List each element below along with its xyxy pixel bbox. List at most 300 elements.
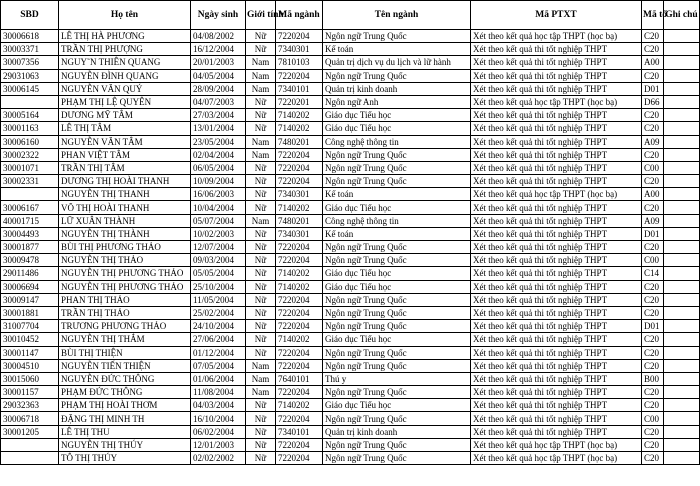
header-ma-nganh: Mã ngành [276, 1, 323, 30]
cell-ngay-sinh: 04/07/2003 [191, 95, 246, 108]
table-row [1, 254, 700, 267]
cell-ho-ten: NGUYỄN ĐỨC THÔNG [59, 372, 191, 385]
table-row [1, 122, 700, 135]
cell-ghi-chu [664, 359, 700, 372]
cell-ma-nganh: 7220204 [276, 254, 323, 267]
cell-ngay-sinh: 12/01/2003 [191, 438, 246, 451]
cell-ho-ten: DƯƠNG MỸ TÂM [59, 109, 191, 122]
cell-ho-ten: TRẦN THỊ TÂM [59, 161, 191, 174]
header-gioi-tinh: Giới tính [246, 1, 276, 30]
cell-ten-nganh: Kế toán [323, 227, 471, 240]
cell-ma-ptxt: Xét theo kết quả thi tốt nghiệp THPT [471, 254, 642, 267]
table-row [1, 161, 700, 174]
cell-ma-nganh: 7220204 [276, 293, 323, 306]
cell-ten-nganh: Ngôn ngữ Trung Quốc [323, 346, 471, 359]
cell-ma-nganh: 7220204 [276, 438, 323, 451]
cell-ma-nganh: 7220204 [276, 320, 323, 333]
cell-ngay-sinh: 13/01/2004 [191, 122, 246, 135]
table-row [1, 306, 700, 319]
cell-ma-to: C00 [642, 161, 664, 174]
cell-ma-nganh: 7220201 [276, 95, 323, 108]
cell-gioi-tinh: Nữ [246, 438, 276, 451]
cell-ma-nganh: 7220204 [276, 386, 323, 399]
cell-gioi-tinh: Nữ [246, 95, 276, 108]
cell-ma-to: D01 [642, 320, 664, 333]
cell-ma-nganh: 7220204 [276, 346, 323, 359]
table-row [1, 214, 700, 227]
cell-ngay-sinh: 02/02/2002 [191, 452, 246, 465]
header-ghi-chu: Ghi chú [664, 1, 700, 30]
cell-ho-ten: VÕ THỊ HOÀI THANH [59, 201, 191, 214]
cell-ngay-sinh: 25/02/2004 [191, 306, 246, 319]
cell-ho-ten: BÙI THỊ PHƯƠNG THẢO [59, 241, 191, 254]
cell-sbd: 30001877 [1, 241, 59, 254]
cell-ngay-sinh: 04/03/2004 [191, 399, 246, 412]
cell-ten-nganh: Thú y [323, 372, 471, 385]
cell-ten-nganh: Ngôn ngữ Trung Quốc [323, 359, 471, 372]
cell-sbd: 30015060 [1, 372, 59, 385]
table-row [1, 109, 700, 122]
cell-ma-ptxt: Xét theo kết quả thi tốt nghiệp THPT [471, 372, 642, 385]
cell-ma-ptxt: Xét theo kết quả thi tốt nghiệp THPT [471, 175, 642, 188]
cell-ma-nganh: 7340301 [276, 43, 323, 56]
cell-ho-ten: LÊ THỊ THU [59, 425, 191, 438]
cell-ma-to: C20 [642, 109, 664, 122]
cell-ma-to: C20 [642, 69, 664, 82]
cell-ten-nganh: Ngôn ngữ Trung Quốc [323, 30, 471, 43]
cell-ten-nganh: Kế toán [323, 188, 471, 201]
cell-ma-nganh: 7140202 [276, 280, 323, 293]
cell-ma-nganh: 7340101 [276, 82, 323, 95]
cell-ma-nganh: 7220204 [276, 306, 323, 319]
cell-ma-nganh: 7140202 [276, 333, 323, 346]
cell-ma-nganh: 7340101 [276, 425, 323, 438]
cell-ma-ptxt: Xét theo kết quả thi tốt nghiệp THPT [471, 320, 642, 333]
cell-ghi-chu [664, 438, 700, 451]
cell-ghi-chu [664, 82, 700, 95]
cell-ten-nganh: Quản trị kinh doanh [323, 425, 471, 438]
cell-ma-to: C20 [642, 306, 664, 319]
cell-ghi-chu [664, 148, 700, 161]
cell-ghi-chu [664, 95, 700, 108]
cell-ho-ten: BÙI THỊ THIỆN [59, 346, 191, 359]
cell-sbd: 30001071 [1, 161, 59, 174]
cell-ma-nganh: 7640101 [276, 372, 323, 385]
cell-ghi-chu [664, 175, 700, 188]
cell-ho-ten: NGUYỄN THỊ THẮM [59, 333, 191, 346]
cell-ghi-chu [664, 267, 700, 280]
cell-ho-ten: PHAN THỊ THẢO [59, 293, 191, 306]
cell-ngay-sinh: 11/08/2004 [191, 386, 246, 399]
cell-ho-ten: TRƯƠNG PHƯƠNG THẢO [59, 320, 191, 333]
cell-ngay-sinh: 04/08/2002 [191, 30, 246, 43]
cell-ghi-chu [664, 386, 700, 399]
cell-ghi-chu [664, 241, 700, 254]
cell-ngay-sinh: 06/05/2004 [191, 161, 246, 174]
table-row [1, 241, 700, 254]
table-row [1, 320, 700, 333]
cell-ho-ten: PHAN VIỆT TÂM [59, 148, 191, 161]
cell-ho-ten: NGUYỄN VĂN TÂM [59, 135, 191, 148]
cell-ma-nganh: 7480201 [276, 214, 323, 227]
cell-ma-to: C20 [642, 241, 664, 254]
cell-ma-ptxt: Xét theo kết quả thi tốt nghiệp THPT [471, 135, 642, 148]
cell-sbd [1, 452, 59, 465]
table-row [1, 135, 700, 148]
cell-ghi-chu [664, 333, 700, 346]
cell-sbd: 30007356 [1, 56, 59, 69]
cell-gioi-tinh: Nữ [246, 399, 276, 412]
cell-ten-nganh: Giáo dục Tiểu học [323, 333, 471, 346]
cell-sbd [1, 188, 59, 201]
cell-ma-ptxt: Xét theo kết quả thi tốt nghiệp THPT [471, 82, 642, 95]
cell-ma-ptxt: Xét theo kết quả thi tốt nghiệp THPT [471, 425, 642, 438]
cell-ma-ptxt: Xét theo kết quả học tập THPT (học bạ) [471, 452, 642, 465]
cell-ngay-sinh: 02/04/2004 [191, 148, 246, 161]
cell-ma-nganh: 7340301 [276, 188, 323, 201]
cell-ho-ten: NGUYỄN THỊ PHƯƠNG THẢO [59, 267, 191, 280]
header-ho-ten: Họ tên [59, 1, 191, 30]
cell-ngay-sinh: 16/12/2004 [191, 43, 246, 56]
cell-ten-nganh: Ngôn ngữ Trung Quốc [323, 69, 471, 82]
cell-ma-to: C20 [642, 148, 664, 161]
cell-gioi-tinh: Nữ [246, 267, 276, 280]
cell-ten-nganh: Công nghệ thông tin [323, 214, 471, 227]
cell-ho-ten: NGUYỄN THỊ THÀNH [59, 227, 191, 240]
cell-ten-nganh: Ngôn ngữ Trung Quốc [323, 386, 471, 399]
cell-sbd: 30001157 [1, 386, 59, 399]
cell-ma-to: C20 [642, 438, 664, 451]
cell-ma-ptxt: Xét theo kết quả thi tốt nghiệp THPT [471, 122, 642, 135]
cell-ngay-sinh: 01/12/2004 [191, 346, 246, 359]
cell-ghi-chu [664, 306, 700, 319]
cell-ma-ptxt: Xét theo kết quả thi tốt nghiệp THPT [471, 293, 642, 306]
cell-gioi-tinh: Nữ [246, 425, 276, 438]
header-ngay-sinh: Ngày sinh [191, 1, 246, 30]
cell-sbd: 29031063 [1, 69, 59, 82]
cell-ho-ten: PHẠM ĐỨC THÔNG [59, 386, 191, 399]
cell-sbd [1, 438, 59, 451]
cell-ma-ptxt: Xét theo kết quả thi tốt nghiệp THPT [471, 148, 642, 161]
cell-ho-ten: LÊ THỊ HÀ PHƯƠNG [59, 30, 191, 43]
cell-sbd: 30006167 [1, 201, 59, 214]
cell-ma-nganh: 7220204 [276, 175, 323, 188]
cell-sbd: 30009478 [1, 254, 59, 267]
cell-gioi-tinh: Nữ [246, 320, 276, 333]
cell-ma-nganh: 7140202 [276, 267, 323, 280]
table-body [1, 30, 700, 465]
table-row [1, 201, 700, 214]
cell-ho-ten: LỮ XUÂN THÀNH [59, 214, 191, 227]
cell-ho-ten: NGUYỄN VĂN QUÝ [59, 82, 191, 95]
cell-gioi-tinh: Nam [246, 135, 276, 148]
cell-ma-to: C20 [642, 122, 664, 135]
cell-gioi-tinh: Nam [246, 372, 276, 385]
cell-ho-ten: PHẠM THỊ HOÀI THƠM [59, 399, 191, 412]
cell-sbd: 30005164 [1, 109, 59, 122]
table-row [1, 399, 700, 412]
cell-ngay-sinh: 25/10/2004 [191, 280, 246, 293]
cell-ma-nganh: 7220204 [276, 161, 323, 174]
cell-ma-to: D66 [642, 95, 664, 108]
cell-gioi-tinh: Nữ [246, 280, 276, 293]
cell-gioi-tinh: Nữ [246, 175, 276, 188]
cell-ngay-sinh: 05/07/2004 [191, 214, 246, 227]
cell-gioi-tinh: Nam [246, 82, 276, 95]
table-row [1, 346, 700, 359]
cell-ma-to: C20 [642, 425, 664, 438]
cell-ma-ptxt: Xét theo kết quả thi tốt nghiệp THPT [471, 346, 642, 359]
table-row [1, 95, 700, 108]
cell-ma-ptxt: Xét theo kết quả thi tốt nghiệp THPT [471, 333, 642, 346]
cell-ma-ptxt: Xét theo kết quả thi tốt nghiệp THPT [471, 56, 642, 69]
cell-sbd: 30006694 [1, 280, 59, 293]
table-row [1, 69, 700, 82]
cell-ngay-sinh: 05/05/2004 [191, 267, 246, 280]
header-ma-ptxt: Mã PTXT [471, 1, 642, 30]
cell-gioi-tinh: Nam [246, 359, 276, 372]
cell-ngay-sinh: 09/03/2004 [191, 254, 246, 267]
cell-ma-ptxt: Xét theo kết quả thi tốt nghiệp THPT [471, 69, 642, 82]
table-row [1, 386, 700, 399]
cell-ten-nganh: Ngôn ngữ Trung Quốc [323, 175, 471, 188]
cell-ma-to: C20 [642, 30, 664, 43]
cell-ma-ptxt: Xét theo kết quả thi tốt nghiệp THPT [471, 399, 642, 412]
cell-ma-ptxt: Xét theo kết quả thi tốt nghiệp THPT [471, 241, 642, 254]
cell-ghi-chu [664, 280, 700, 293]
cell-ma-ptxt: Xét theo kết quả học tập THPT (học bạ) [471, 95, 642, 108]
cell-ten-nganh: Giáo dục Tiểu học [323, 122, 471, 135]
cell-ho-ten: PHẠM THỊ LỆ QUYÊN [59, 95, 191, 108]
cell-ghi-chu [664, 122, 700, 135]
cell-ho-ten: DƯƠNG THỊ HOÀI THANH [59, 175, 191, 188]
table-row [1, 425, 700, 438]
cell-ma-ptxt: Xét theo kết quả thi tốt nghiệp THPT [471, 306, 642, 319]
cell-ma-ptxt: Xét theo kết quả thi tốt nghiệp THPT [471, 227, 642, 240]
cell-ma-to: C20 [642, 452, 664, 465]
cell-ghi-chu [664, 412, 700, 425]
cell-ngay-sinh: 07/05/2004 [191, 359, 246, 372]
cell-ho-ten: NGUYỄN ĐÌNH QUANG [59, 69, 191, 82]
cell-gioi-tinh: Nữ [246, 452, 276, 465]
cell-ma-ptxt: Xét theo kết quả thi tốt nghiệp THPT [471, 109, 642, 122]
cell-ngay-sinh: 20/01/2003 [191, 56, 246, 69]
cell-ten-nganh: Ngôn ngữ Trung Quốc [323, 306, 471, 319]
cell-ma-ptxt: Xét theo kết quả thi tốt nghiệp THPT [471, 359, 642, 372]
cell-sbd: 30002322 [1, 148, 59, 161]
cell-ma-ptxt: Xét theo kết quả thi tốt nghiệp THPT [471, 412, 642, 425]
cell-sbd: 30006160 [1, 135, 59, 148]
cell-ghi-chu [664, 43, 700, 56]
cell-ghi-chu [664, 227, 700, 240]
cell-ma-to: A00 [642, 56, 664, 69]
table-row [1, 438, 700, 451]
cell-gioi-tinh: Nữ [246, 201, 276, 214]
cell-gioi-tinh: Nữ [246, 43, 276, 56]
cell-ghi-chu [664, 56, 700, 69]
cell-ngay-sinh: 01/06/2004 [191, 372, 246, 385]
cell-ten-nganh: Ngôn ngữ Anh [323, 95, 471, 108]
cell-ngay-sinh: 10/02/2003 [191, 227, 246, 240]
cell-ho-ten: TRẦN THỊ PHƯỢNG [59, 43, 191, 56]
cell-gioi-tinh: Nữ [246, 412, 276, 425]
cell-gioi-tinh: Nam [246, 56, 276, 69]
cell-ten-nganh: Quản trị kinh doanh [323, 82, 471, 95]
cell-sbd: 30004510 [1, 359, 59, 372]
cell-ma-to: C20 [642, 175, 664, 188]
cell-gioi-tinh: Nữ [246, 306, 276, 319]
cell-ma-to: D01 [642, 82, 664, 95]
cell-ma-ptxt: Xét theo kết quả thi tốt nghiệp THPT [471, 201, 642, 214]
cell-ghi-chu [664, 425, 700, 438]
cell-ma-ptxt: Xét theo kết quả thi tốt nghiệp THPT [471, 280, 642, 293]
cell-ma-to: C20 [642, 333, 664, 346]
table-row [1, 148, 700, 161]
cell-ma-to: C14 [642, 267, 664, 280]
cell-ten-nganh: Ngôn ngữ Trung Quốc [323, 412, 471, 425]
table-row [1, 280, 700, 293]
cell-ngay-sinh: 27/03/2004 [191, 109, 246, 122]
cell-ma-ptxt: Xét theo kết quả thi tốt nghiệp THPT [471, 43, 642, 56]
cell-gioi-tinh: Nữ [246, 122, 276, 135]
cell-ma-ptxt: Xét theo kết quả học tập THPT (học bạ) [471, 438, 642, 451]
cell-ma-to: C20 [642, 359, 664, 372]
cell-ghi-chu [664, 214, 700, 227]
cell-gioi-tinh: Nữ [246, 227, 276, 240]
header-sbd: SBD [1, 1, 59, 30]
cell-gioi-tinh: Nam [246, 69, 276, 82]
cell-ma-nganh: 7810103 [276, 56, 323, 69]
cell-ho-ten: NGUYỄN TIẾN THIỆN [59, 359, 191, 372]
table-row [1, 82, 700, 95]
cell-sbd: 30001881 [1, 306, 59, 319]
cell-ghi-chu [664, 372, 700, 385]
cell-ma-ptxt: Xét theo kết quả học tập THPT (học bạ) [471, 188, 642, 201]
cell-ten-nganh: Ngôn ngữ Trung Quốc [323, 320, 471, 333]
cell-ma-to: B00 [642, 372, 664, 385]
cell-ma-to: C00 [642, 412, 664, 425]
cell-ngay-sinh: 24/10/2004 [191, 320, 246, 333]
header-ma-to: Mã tổ [642, 1, 664, 30]
cell-ten-nganh: Giáo dục Tiểu học [323, 399, 471, 412]
cell-sbd [1, 95, 59, 108]
cell-sbd: 30001147 [1, 346, 59, 359]
cell-sbd: 30001163 [1, 122, 59, 135]
cell-ma-nganh: 7220204 [276, 452, 323, 465]
cell-gioi-tinh: Nữ [246, 293, 276, 306]
cell-ten-nganh: Công nghệ thông tin [323, 135, 471, 148]
cell-ten-nganh: Ngôn ngữ Trung Quốc [323, 241, 471, 254]
table-row [1, 43, 700, 56]
cell-gioi-tinh: Nữ [246, 30, 276, 43]
cell-ma-to: C00 [642, 254, 664, 267]
cell-sbd: 30006618 [1, 30, 59, 43]
cell-sbd: 30004493 [1, 227, 59, 240]
table-row [1, 412, 700, 425]
cell-ngay-sinh: 04/05/2004 [191, 69, 246, 82]
cell-ten-nganh: Ngôn ngữ Trung Quốc [323, 161, 471, 174]
cell-sbd: 31007704 [1, 320, 59, 333]
cell-gioi-tinh: Nữ [246, 109, 276, 122]
table-row [1, 372, 700, 385]
cell-ma-nganh: 7220204 [276, 359, 323, 372]
cell-ma-to: A09 [642, 135, 664, 148]
cell-ma-nganh: 7340301 [276, 227, 323, 240]
cell-ngay-sinh: 11/05/2004 [191, 293, 246, 306]
cell-ghi-chu [664, 135, 700, 148]
cell-ma-nganh: 7140202 [276, 399, 323, 412]
table-header [1, 1, 700, 30]
cell-sbd: 30001205 [1, 425, 59, 438]
cell-ten-nganh: Giáo dục Tiểu học [323, 267, 471, 280]
cell-ten-nganh: Giáo dục Tiểu học [323, 280, 471, 293]
cell-ma-nganh: 7140202 [276, 122, 323, 135]
cell-ngay-sinh: 06/02/2004 [191, 425, 246, 438]
cell-ma-nganh: 7220204 [276, 148, 323, 161]
cell-sbd: 30006718 [1, 412, 59, 425]
cell-ma-ptxt: Xét theo kết quả thi tốt nghiệp THPT [471, 267, 642, 280]
cell-ten-nganh: Giáo dục Tiểu học [323, 201, 471, 214]
header-ten-nganh: Tên ngành [323, 1, 471, 30]
cell-gioi-tinh: Nữ [246, 161, 276, 174]
header-row [1, 1, 700, 30]
cell-ma-nganh: 7140202 [276, 201, 323, 214]
cell-ten-nganh: Ngôn ngữ Trung Quốc [323, 254, 471, 267]
cell-ho-ten: NGUYỄN THỊ THANH [59, 188, 191, 201]
cell-sbd: 30003371 [1, 43, 59, 56]
table-row [1, 175, 700, 188]
cell-ho-ten: TÔ THỊ THÚY [59, 452, 191, 465]
cell-ma-to: C20 [642, 201, 664, 214]
cell-ma-nganh: 7220204 [276, 241, 323, 254]
cell-ma-to: C20 [642, 346, 664, 359]
cell-ten-nganh: Kế toán [323, 43, 471, 56]
cell-gioi-tinh: Nam [246, 148, 276, 161]
cell-sbd: 30006145 [1, 82, 59, 95]
cell-ngay-sinh: 10/09/2004 [191, 175, 246, 188]
cell-ma-to: D01 [642, 227, 664, 240]
cell-ho-ten: LÊ THỊ TÂM [59, 122, 191, 135]
cell-gioi-tinh: Nam [246, 214, 276, 227]
cell-ma-ptxt: Xét theo kết quả thi tốt nghiệp THPT [471, 161, 642, 174]
cell-ten-nganh: Ngôn ngữ Trung Quốc [323, 293, 471, 306]
table-row [1, 227, 700, 240]
cell-ho-ten: NGUYỄN THỊ THẢO [59, 254, 191, 267]
cell-ho-ten: NGUY˜N THIÊN QUANG [59, 56, 191, 69]
cell-ngay-sinh: 23/05/2004 [191, 135, 246, 148]
cell-ma-nganh: 7220204 [276, 30, 323, 43]
cell-ho-ten: NGUYỄN THỊ PHƯƠNG THẢO [59, 280, 191, 293]
cell-ma-ptxt: Xét theo kết quả thi tốt nghiệp THPT [471, 214, 642, 227]
cell-ma-nganh: 7220204 [276, 412, 323, 425]
cell-ma-ptxt: Xét theo kết quả thi tốt nghiệp THPT [471, 386, 642, 399]
cell-ghi-chu [664, 109, 700, 122]
cell-ma-to: A00 [642, 188, 664, 201]
cell-ngay-sinh: 28/09/2004 [191, 82, 246, 95]
cell-ghi-chu [664, 399, 700, 412]
cell-gioi-tinh: Nữ [246, 254, 276, 267]
cell-gioi-tinh: Nữ [246, 188, 276, 201]
cell-ghi-chu [664, 188, 700, 201]
cell-ghi-chu [664, 346, 700, 359]
cell-ten-nganh: Giáo dục Tiểu học [323, 109, 471, 122]
cell-ma-nganh: 7140202 [276, 109, 323, 122]
cell-ma-to: C20 [642, 293, 664, 306]
cell-ma-ptxt: Xét theo kết quả học tập THPT (học bạ) [471, 30, 642, 43]
table-row [1, 333, 700, 346]
table-row [1, 359, 700, 372]
table-row [1, 56, 700, 69]
